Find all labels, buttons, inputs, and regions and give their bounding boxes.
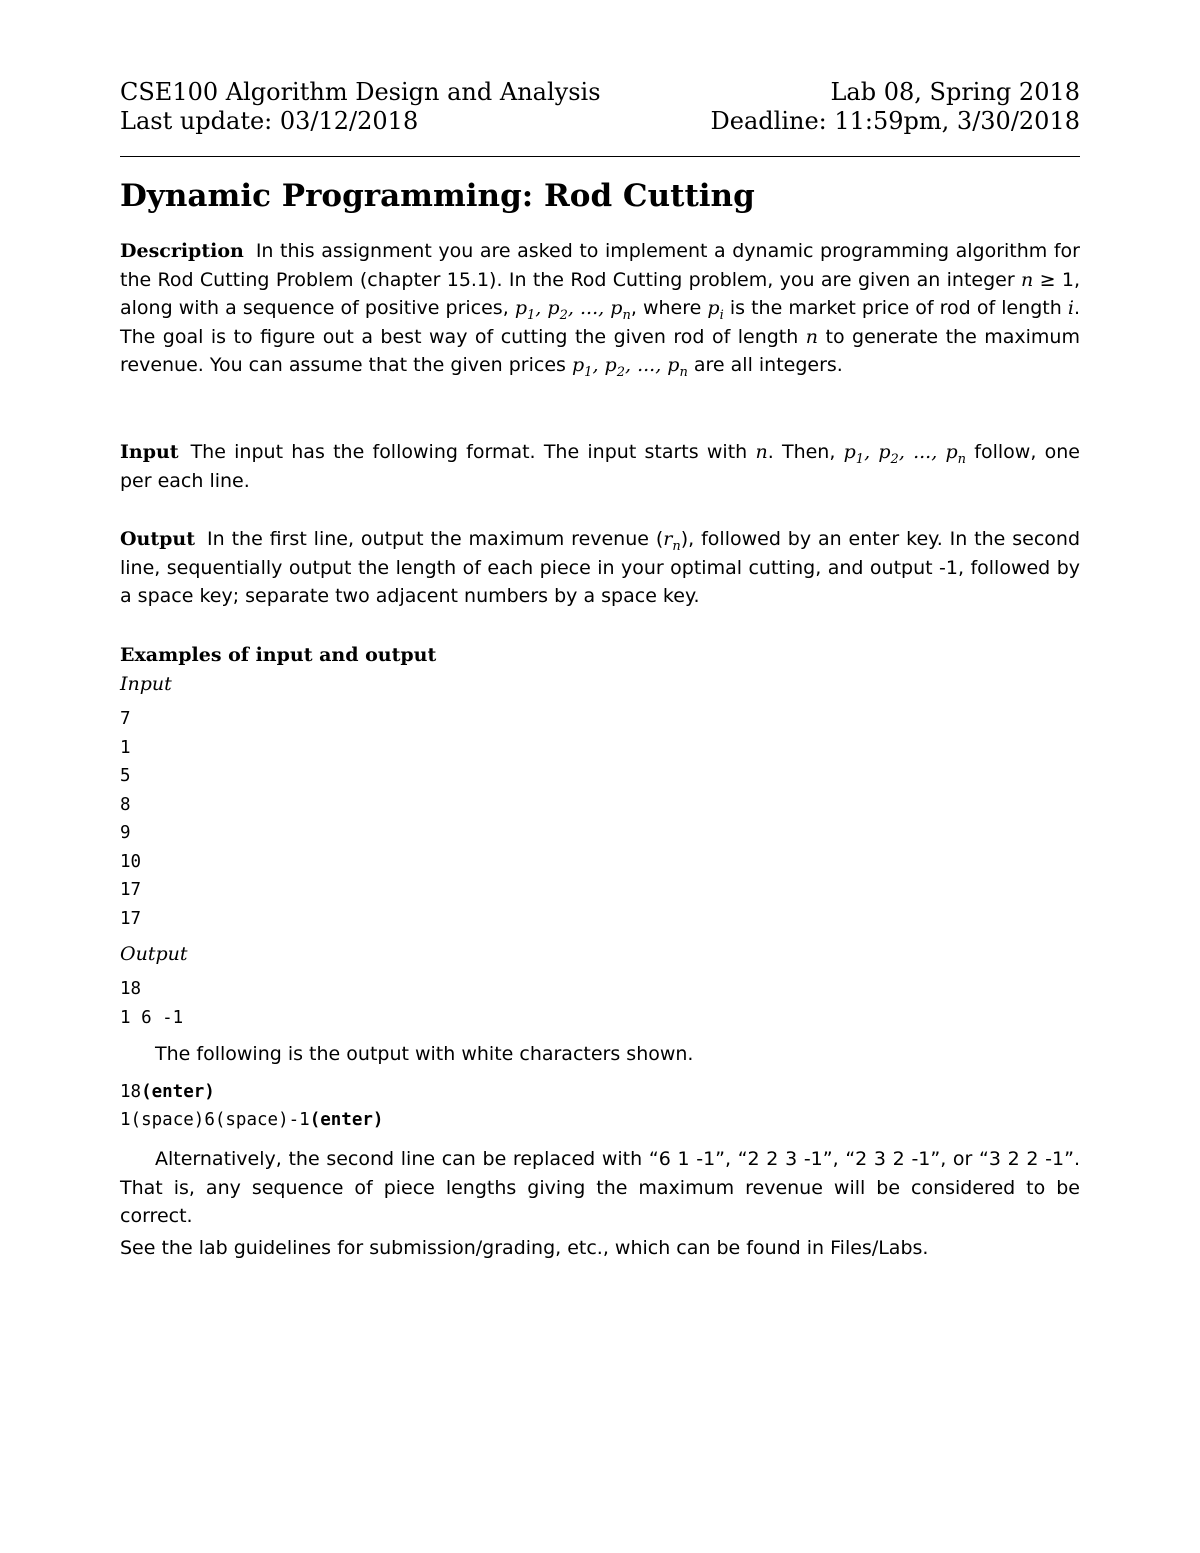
subscript: n: [672, 538, 681, 554]
example-input-line: 7: [120, 709, 131, 729]
math-n: n: [805, 325, 819, 348]
p-symbol: p: [610, 297, 623, 320]
ws-number: -1: [288, 1110, 310, 1130]
description-text-5: . The goal is to figure out a best way of cutting the given rod of length: [120, 297, 1080, 348]
deadline: Deadline: 11:59pm, 3/30/2018: [710, 107, 1080, 135]
description-text-2: ≥ 1, along with a sequence of positive prices,: [120, 268, 1080, 320]
example-input-label: Input: [120, 673, 172, 695]
course-name: CSE100 Algorithm Design and Analysis: [120, 78, 601, 106]
p-symbol: p: [547, 297, 560, 320]
p-symbol: p: [571, 354, 585, 377]
price-sequence: [514, 297, 631, 323]
p-symbol: p: [843, 441, 856, 463]
lab-number: Lab 08, Spring 2018: [830, 78, 1080, 106]
subscript: 1: [584, 365, 593, 381]
ws-number: 1: [120, 1110, 131, 1130]
description-paragraph: [120, 237, 1080, 380]
alternative-paragraph: Alternatively, the second line can be replaced with “6 1 -1”, “2 2 3 -1”, “2 3 2 -1”, or “3 2 2 -1”. That is, any sequence of piece lengths giving the maximum revenue will be considered to be correct.: [120, 1148, 1080, 1228]
p-symbol: p: [667, 354, 680, 377]
math-n: n: [1021, 268, 1034, 291]
ws-number: 18: [120, 1082, 142, 1102]
r-symbol: r: [663, 528, 673, 550]
whitespace-line-1: [120, 1078, 215, 1106]
separator: ,: [931, 441, 946, 463]
separator: ,: [655, 354, 668, 377]
output-label: Output: [120, 528, 196, 550]
example-input-line: 8: [120, 794, 131, 815]
description-text-6: to generate the maximum revenue. You can assume that the given prices: [120, 325, 1080, 377]
description-label: Description: [120, 240, 244, 262]
subscript: n: [679, 365, 688, 381]
subscript: 2: [559, 307, 568, 323]
example-input-line: 5: [120, 766, 131, 786]
separator: ,: [624, 354, 638, 377]
separator: ,: [592, 354, 605, 377]
subscript: 2: [616, 365, 625, 381]
description-text-3: , where: [630, 297, 708, 320]
last-update: Last update: 03/12/2018: [120, 107, 419, 135]
ellipsis: ...: [913, 441, 932, 463]
input-text-1: The input has the following format. The input starts with: [190, 441, 756, 463]
separator: ,: [864, 441, 879, 463]
description-text-7: are all integers.: [687, 354, 843, 377]
output-paragraph: [120, 525, 1080, 611]
output-text-2: ), followed by an enter key. In the second line, sequentially output the length of each piece in your optimal cutting, and output -1, followed by a space key; separate two adjacent numbers by a space key.: [120, 528, 1081, 608]
input-label: Input: [120, 441, 179, 463]
description-text-4: is the market price of rod of length: [723, 297, 1068, 320]
subscript: 1: [855, 451, 865, 467]
guidelines-paragraph: See the lab guidelines for submission/grading, etc., which can be found in Files/Labs.: [120, 1237, 929, 1259]
p-symbol: p: [707, 297, 720, 320]
example-output-list: [120, 975, 183, 1032]
subscript: n: [622, 307, 631, 323]
example-output-line: 18: [120, 979, 142, 999]
p-symbol: p: [945, 441, 958, 463]
input-text-3: follow, one per each line.: [120, 441, 1080, 492]
whitespace-line-2: [120, 1106, 383, 1134]
p-symbol: p: [604, 354, 617, 377]
separator: ,: [567, 297, 581, 320]
example-output-label: Output: [120, 943, 188, 965]
input-paragraph: [120, 438, 1080, 495]
example-input-line: 9: [120, 823, 131, 843]
separator: ,: [535, 297, 548, 320]
subscript: n: [957, 451, 967, 467]
math-i: i: [1067, 297, 1074, 320]
subscript: 2: [890, 451, 899, 467]
p-symbol: p: [514, 297, 527, 320]
ellipsis: ...: [580, 297, 599, 320]
ws-number: 6: [204, 1110, 215, 1130]
example-input-line: 1: [120, 737, 131, 758]
description-text-1: In this assignment you are asked to implement a dynamic programming algorithm for the Rod Cutting Problem (chapter 15.1). In the Rod Cutting problem, you are given an integer: [120, 240, 1080, 291]
ws-enter-marker: (enter): [309, 1110, 384, 1130]
revenue-symbol: [663, 528, 681, 554]
price-sequence: [571, 354, 688, 381]
examples-heading: Examples of input and output: [120, 644, 437, 666]
ws-enter-marker: (enter): [141, 1082, 215, 1102]
example-input-line: 10: [120, 851, 142, 872]
example-input-line: 17: [120, 880, 142, 900]
ws-space-marker: (space): [130, 1110, 205, 1130]
price-i: [707, 297, 724, 323]
ws-space-marker: (space): [214, 1110, 289, 1130]
header-divider: [120, 156, 1080, 157]
document-header: [120, 78, 1080, 136]
math-n: n: [755, 441, 768, 463]
separator: ,: [598, 297, 611, 320]
example-output-line: 1 6 -1: [120, 1007, 184, 1028]
example-input-line: 17: [120, 908, 142, 929]
input-text-2: . Then,: [767, 441, 844, 463]
page-title: Dynamic Programming: Rod Cutting: [120, 178, 755, 214]
subscript: 1: [527, 307, 536, 323]
whitespace-note: The following is the output with white characters shown.: [155, 1043, 694, 1065]
separator: ,: [898, 441, 914, 463]
output-text-1: In the first line, output the maximum revenue (: [207, 528, 664, 550]
subscript: i: [719, 307, 724, 323]
ellipsis: ...: [637, 354, 656, 377]
example-input-list: [120, 705, 141, 933]
price-sequence: [843, 441, 967, 467]
p-symbol: p: [878, 441, 891, 463]
